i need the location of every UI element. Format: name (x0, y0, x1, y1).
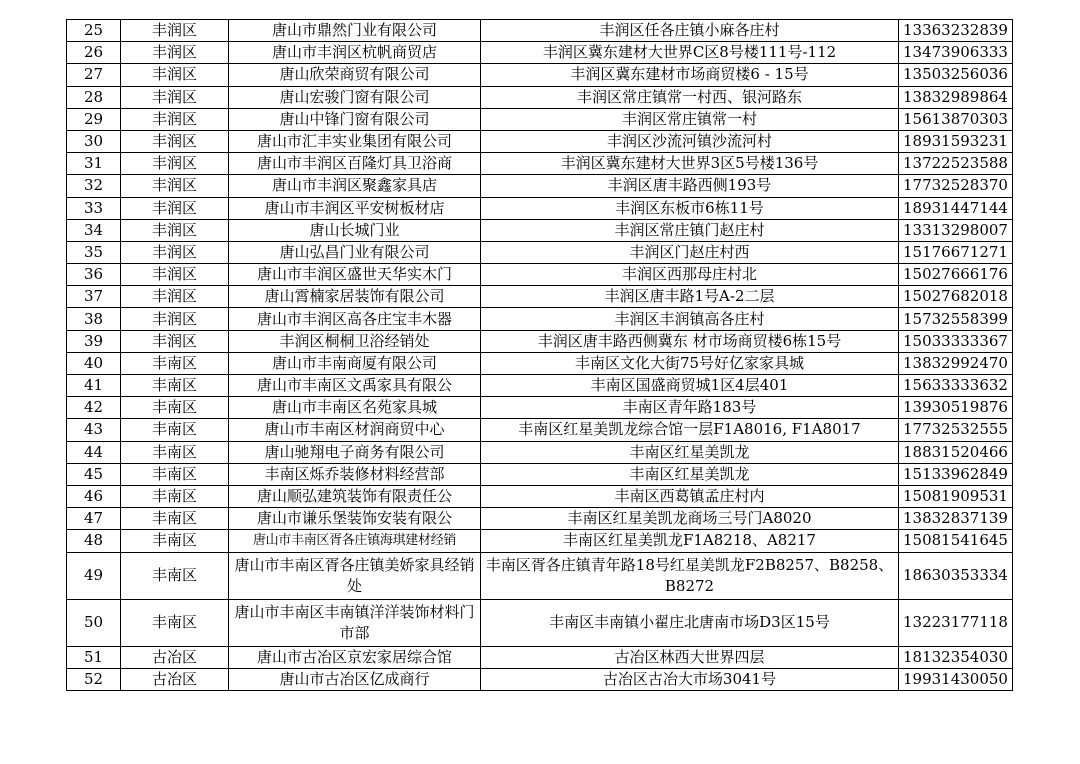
district-cell: 丰润区 (121, 241, 229, 263)
address-cell: 丰润区任各庄镇小麻各庄村 (481, 20, 899, 42)
row-number: 33 (67, 197, 121, 219)
phone-cell: 15081541645 (899, 530, 1013, 552)
address-cell: 丰润区常庄镇常一村 (481, 108, 899, 130)
phone-cell: 18630353334 (899, 552, 1013, 599)
address-cell: 丰南区青年路183号 (481, 397, 899, 419)
company-name-cell: 唐山市谦乐堡装饰安装有限公 (229, 508, 481, 530)
district-cell: 古冶区 (121, 668, 229, 690)
table-row (67, 197, 1013, 219)
row-number: 49 (67, 552, 121, 599)
district-cell: 丰润区 (121, 64, 229, 86)
district-cell: 丰南区 (121, 485, 229, 507)
company-name-cell: 唐山宏骏门窗有限公司 (229, 86, 481, 108)
dealer-table (66, 19, 1013, 691)
company-name-cell: 唐山市丰润区杭帆商贸店 (229, 42, 481, 64)
company-name-cell: 唐山市鼎然门业有限公司 (229, 20, 481, 42)
table-row (67, 485, 1013, 507)
row-number: 34 (67, 219, 121, 241)
row-number: 45 (67, 463, 121, 485)
phone-cell: 18831520466 (899, 441, 1013, 463)
district-cell: 丰南区 (121, 375, 229, 397)
address-cell: 丰润区常庄镇常一村西、银河路东 (481, 86, 899, 108)
phone-cell: 15081909531 (899, 485, 1013, 507)
address-cell: 丰南区红星美凯龙F1A8218、A8217 (481, 530, 899, 552)
dealer-table-container (66, 19, 1013, 691)
address-cell: 丰南区红星美凯龙综合馆一层F1A8016, F1A8017 (481, 419, 899, 441)
phone-cell: 13223177118 (899, 599, 1013, 646)
company-name-cell: 唐山欣荣商贸有限公司 (229, 64, 481, 86)
address-cell: 丰润区唐丰路1号A-2二层 (481, 286, 899, 308)
company-name-cell: 唐山长城门业 (229, 219, 481, 241)
district-cell: 丰南区 (121, 352, 229, 374)
company-name-cell: 唐山市丰润区聚鑫家具店 (229, 175, 481, 197)
row-number: 28 (67, 86, 121, 108)
company-name-cell: 唐山驰翔电子商务有限公司 (229, 441, 481, 463)
row-number: 32 (67, 175, 121, 197)
address-cell: 丰南区红星美凯龙商场三号门A8020 (481, 508, 899, 530)
phone-cell: 13930519876 (899, 397, 1013, 419)
company-name-cell: 丰南区烁乔装修材料经营部 (229, 463, 481, 485)
address-cell: 丰南区丰南镇小翟庄北唐南市场D3区15号 (481, 599, 899, 646)
district-cell: 丰润区 (121, 219, 229, 241)
table-row (67, 463, 1013, 485)
row-number: 39 (67, 330, 121, 352)
address-cell: 丰南区国盛商贸城1区4层401 (481, 375, 899, 397)
district-cell: 丰润区 (121, 153, 229, 175)
table-row (67, 508, 1013, 530)
row-number: 36 (67, 264, 121, 286)
address-cell: 丰南区西葛镇孟庄村内 (481, 485, 899, 507)
row-number: 40 (67, 352, 121, 374)
phone-cell: 18931447144 (899, 197, 1013, 219)
company-name-cell: 唐山市丰润区百隆灯具卫浴商 (229, 153, 481, 175)
company-name-cell: 唐山霄楠家居装饰有限公司 (229, 286, 481, 308)
phone-cell: 18931593231 (899, 130, 1013, 152)
company-name-cell: 唐山市古冶区京宏家居综合馆 (229, 646, 481, 668)
district-cell: 丰润区 (121, 286, 229, 308)
phone-cell: 15027666176 (899, 264, 1013, 286)
row-number: 35 (67, 241, 121, 263)
address-cell: 丰润区门赵庄村西 (481, 241, 899, 263)
phone-cell: 15633333632 (899, 375, 1013, 397)
district-cell: 丰南区 (121, 441, 229, 463)
address-cell: 丰润区冀东建材大世界3区5号楼136号 (481, 153, 899, 175)
row-number: 31 (67, 153, 121, 175)
district-cell: 丰润区 (121, 20, 229, 42)
phone-cell: 17732528370 (899, 175, 1013, 197)
address-cell: 丰润区常庄镇门赵庄村 (481, 219, 899, 241)
table-row (67, 599, 1013, 646)
table-row (67, 352, 1013, 374)
phone-cell: 18132354030 (899, 646, 1013, 668)
phone-cell: 13832837139 (899, 508, 1013, 530)
address-cell: 丰润区西那母庄村北 (481, 264, 899, 286)
district-cell: 丰南区 (121, 552, 229, 599)
company-name-cell: 唐山市丰南区胥各庄镇美娇家具经销处 (229, 552, 481, 599)
phone-cell: 13473906333 (899, 42, 1013, 64)
table-row (67, 375, 1013, 397)
district-cell: 丰润区 (121, 42, 229, 64)
phone-cell: 15133962849 (899, 463, 1013, 485)
address-cell: 丰润区沙流河镇沙流河村 (481, 130, 899, 152)
district-cell: 丰南区 (121, 530, 229, 552)
company-name-cell: 唐山市丰南区文禹家具有限公 (229, 375, 481, 397)
row-number: 48 (67, 530, 121, 552)
company-name-cell: 唐山市古冶区亿成商行 (229, 668, 481, 690)
table-row (67, 308, 1013, 330)
company-name-cell: 唐山市丰润区盛世天华实木门 (229, 264, 481, 286)
table-row (67, 441, 1013, 463)
district-cell: 丰润区 (121, 108, 229, 130)
row-number: 52 (67, 668, 121, 690)
company-name-cell: 唐山市丰润区高各庄宝丰木器 (229, 308, 481, 330)
phone-cell: 15613870303 (899, 108, 1013, 130)
row-number: 43 (67, 419, 121, 441)
row-number: 46 (67, 485, 121, 507)
table-row (67, 530, 1013, 552)
table-row (67, 646, 1013, 668)
address-cell: 丰润区冀东建材大世界C区8号楼111号-112 (481, 42, 899, 64)
company-name-cell: 唐山市丰南商厦有限公司 (229, 352, 481, 374)
company-name-cell: 唐山弘昌门业有限公司 (229, 241, 481, 263)
address-cell: 古冶区古冶大市场3041号 (481, 668, 899, 690)
company-name-cell: 唐山市丰南区丰南镇洋洋装饰材料门市部 (229, 599, 481, 646)
district-cell: 丰润区 (121, 330, 229, 352)
table-row (67, 42, 1013, 64)
table-row (67, 64, 1013, 86)
company-name-cell: 唐山市丰南区胥各庄镇海琪建材经销 (229, 530, 481, 552)
district-cell: 丰润区 (121, 175, 229, 197)
table-row (67, 286, 1013, 308)
address-cell: 丰润区唐丰路西侧冀东 材市场商贸楼6栋15号 (481, 330, 899, 352)
phone-cell: 17732532555 (899, 419, 1013, 441)
row-number: 41 (67, 375, 121, 397)
district-cell: 丰润区 (121, 86, 229, 108)
address-cell: 丰南区红星美凯龙 (481, 463, 899, 485)
company-name-cell: 唐山市丰润区平安树板材店 (229, 197, 481, 219)
address-cell: 丰南区文化大街75号好亿家家具城 (481, 352, 899, 374)
address-cell: 丰南区红星美凯龙 (481, 441, 899, 463)
phone-cell: 15732558399 (899, 308, 1013, 330)
row-number: 26 (67, 42, 121, 64)
district-cell: 丰南区 (121, 599, 229, 646)
table-row (67, 86, 1013, 108)
district-cell: 丰润区 (121, 130, 229, 152)
address-cell: 丰润区丰润镇高各庄村 (481, 308, 899, 330)
phone-cell: 15033333367 (899, 330, 1013, 352)
company-name-cell: 唐山中锋门窗有限公司 (229, 108, 481, 130)
phone-cell: 13832992470 (899, 352, 1013, 374)
row-number: 47 (67, 508, 121, 530)
phone-cell: 15027682018 (899, 286, 1013, 308)
address-cell: 古冶区林西大世界四层 (481, 646, 899, 668)
table-row (67, 668, 1013, 690)
district-cell: 丰南区 (121, 508, 229, 530)
table-row (67, 153, 1013, 175)
phone-cell: 19931430050 (899, 668, 1013, 690)
company-name-cell: 丰润区桐桐卫浴经销处 (229, 330, 481, 352)
district-cell: 丰南区 (121, 463, 229, 485)
phone-cell: 13363232839 (899, 20, 1013, 42)
address-cell: 丰润区东板市6栋11号 (481, 197, 899, 219)
table-row (67, 20, 1013, 42)
phone-cell: 13832989864 (899, 86, 1013, 108)
table-row (67, 330, 1013, 352)
phone-cell: 15176671271 (899, 241, 1013, 263)
company-name-cell: 唐山市丰南区材润商贸中心 (229, 419, 481, 441)
table-row (67, 241, 1013, 263)
row-number: 27 (67, 64, 121, 86)
address-cell: 丰南区胥各庄镇青年路18号红星美凯龙F2B8257、B8258、B8272 (481, 552, 899, 599)
table-row (67, 264, 1013, 286)
row-number: 50 (67, 599, 121, 646)
row-number: 29 (67, 108, 121, 130)
address-cell: 丰润区冀东建材市场商贸楼6 - 15号 (481, 64, 899, 86)
row-number: 42 (67, 397, 121, 419)
table-row (67, 175, 1013, 197)
row-number: 44 (67, 441, 121, 463)
row-number: 37 (67, 286, 121, 308)
table-row (67, 108, 1013, 130)
phone-cell: 13503256036 (899, 64, 1013, 86)
company-name-cell: 唐山顺弘建筑装饰有限责任公 (229, 485, 481, 507)
phone-cell: 13722523588 (899, 153, 1013, 175)
row-number: 25 (67, 20, 121, 42)
company-name-cell: 唐山市丰南区名苑家具城 (229, 397, 481, 419)
row-number: 30 (67, 130, 121, 152)
table-row (67, 419, 1013, 441)
row-number: 51 (67, 646, 121, 668)
table-row (67, 397, 1013, 419)
table-row (67, 219, 1013, 241)
company-name-cell: 唐山市汇丰实业集团有限公司 (229, 130, 481, 152)
district-cell: 古冶区 (121, 646, 229, 668)
district-cell: 丰南区 (121, 397, 229, 419)
table-row (67, 130, 1013, 152)
address-cell: 丰润区唐丰路西侧193号 (481, 175, 899, 197)
table-row (67, 552, 1013, 599)
district-cell: 丰润区 (121, 264, 229, 286)
phone-cell: 13313298007 (899, 219, 1013, 241)
district-cell: 丰润区 (121, 308, 229, 330)
row-number: 38 (67, 308, 121, 330)
district-cell: 丰南区 (121, 419, 229, 441)
district-cell: 丰润区 (121, 197, 229, 219)
